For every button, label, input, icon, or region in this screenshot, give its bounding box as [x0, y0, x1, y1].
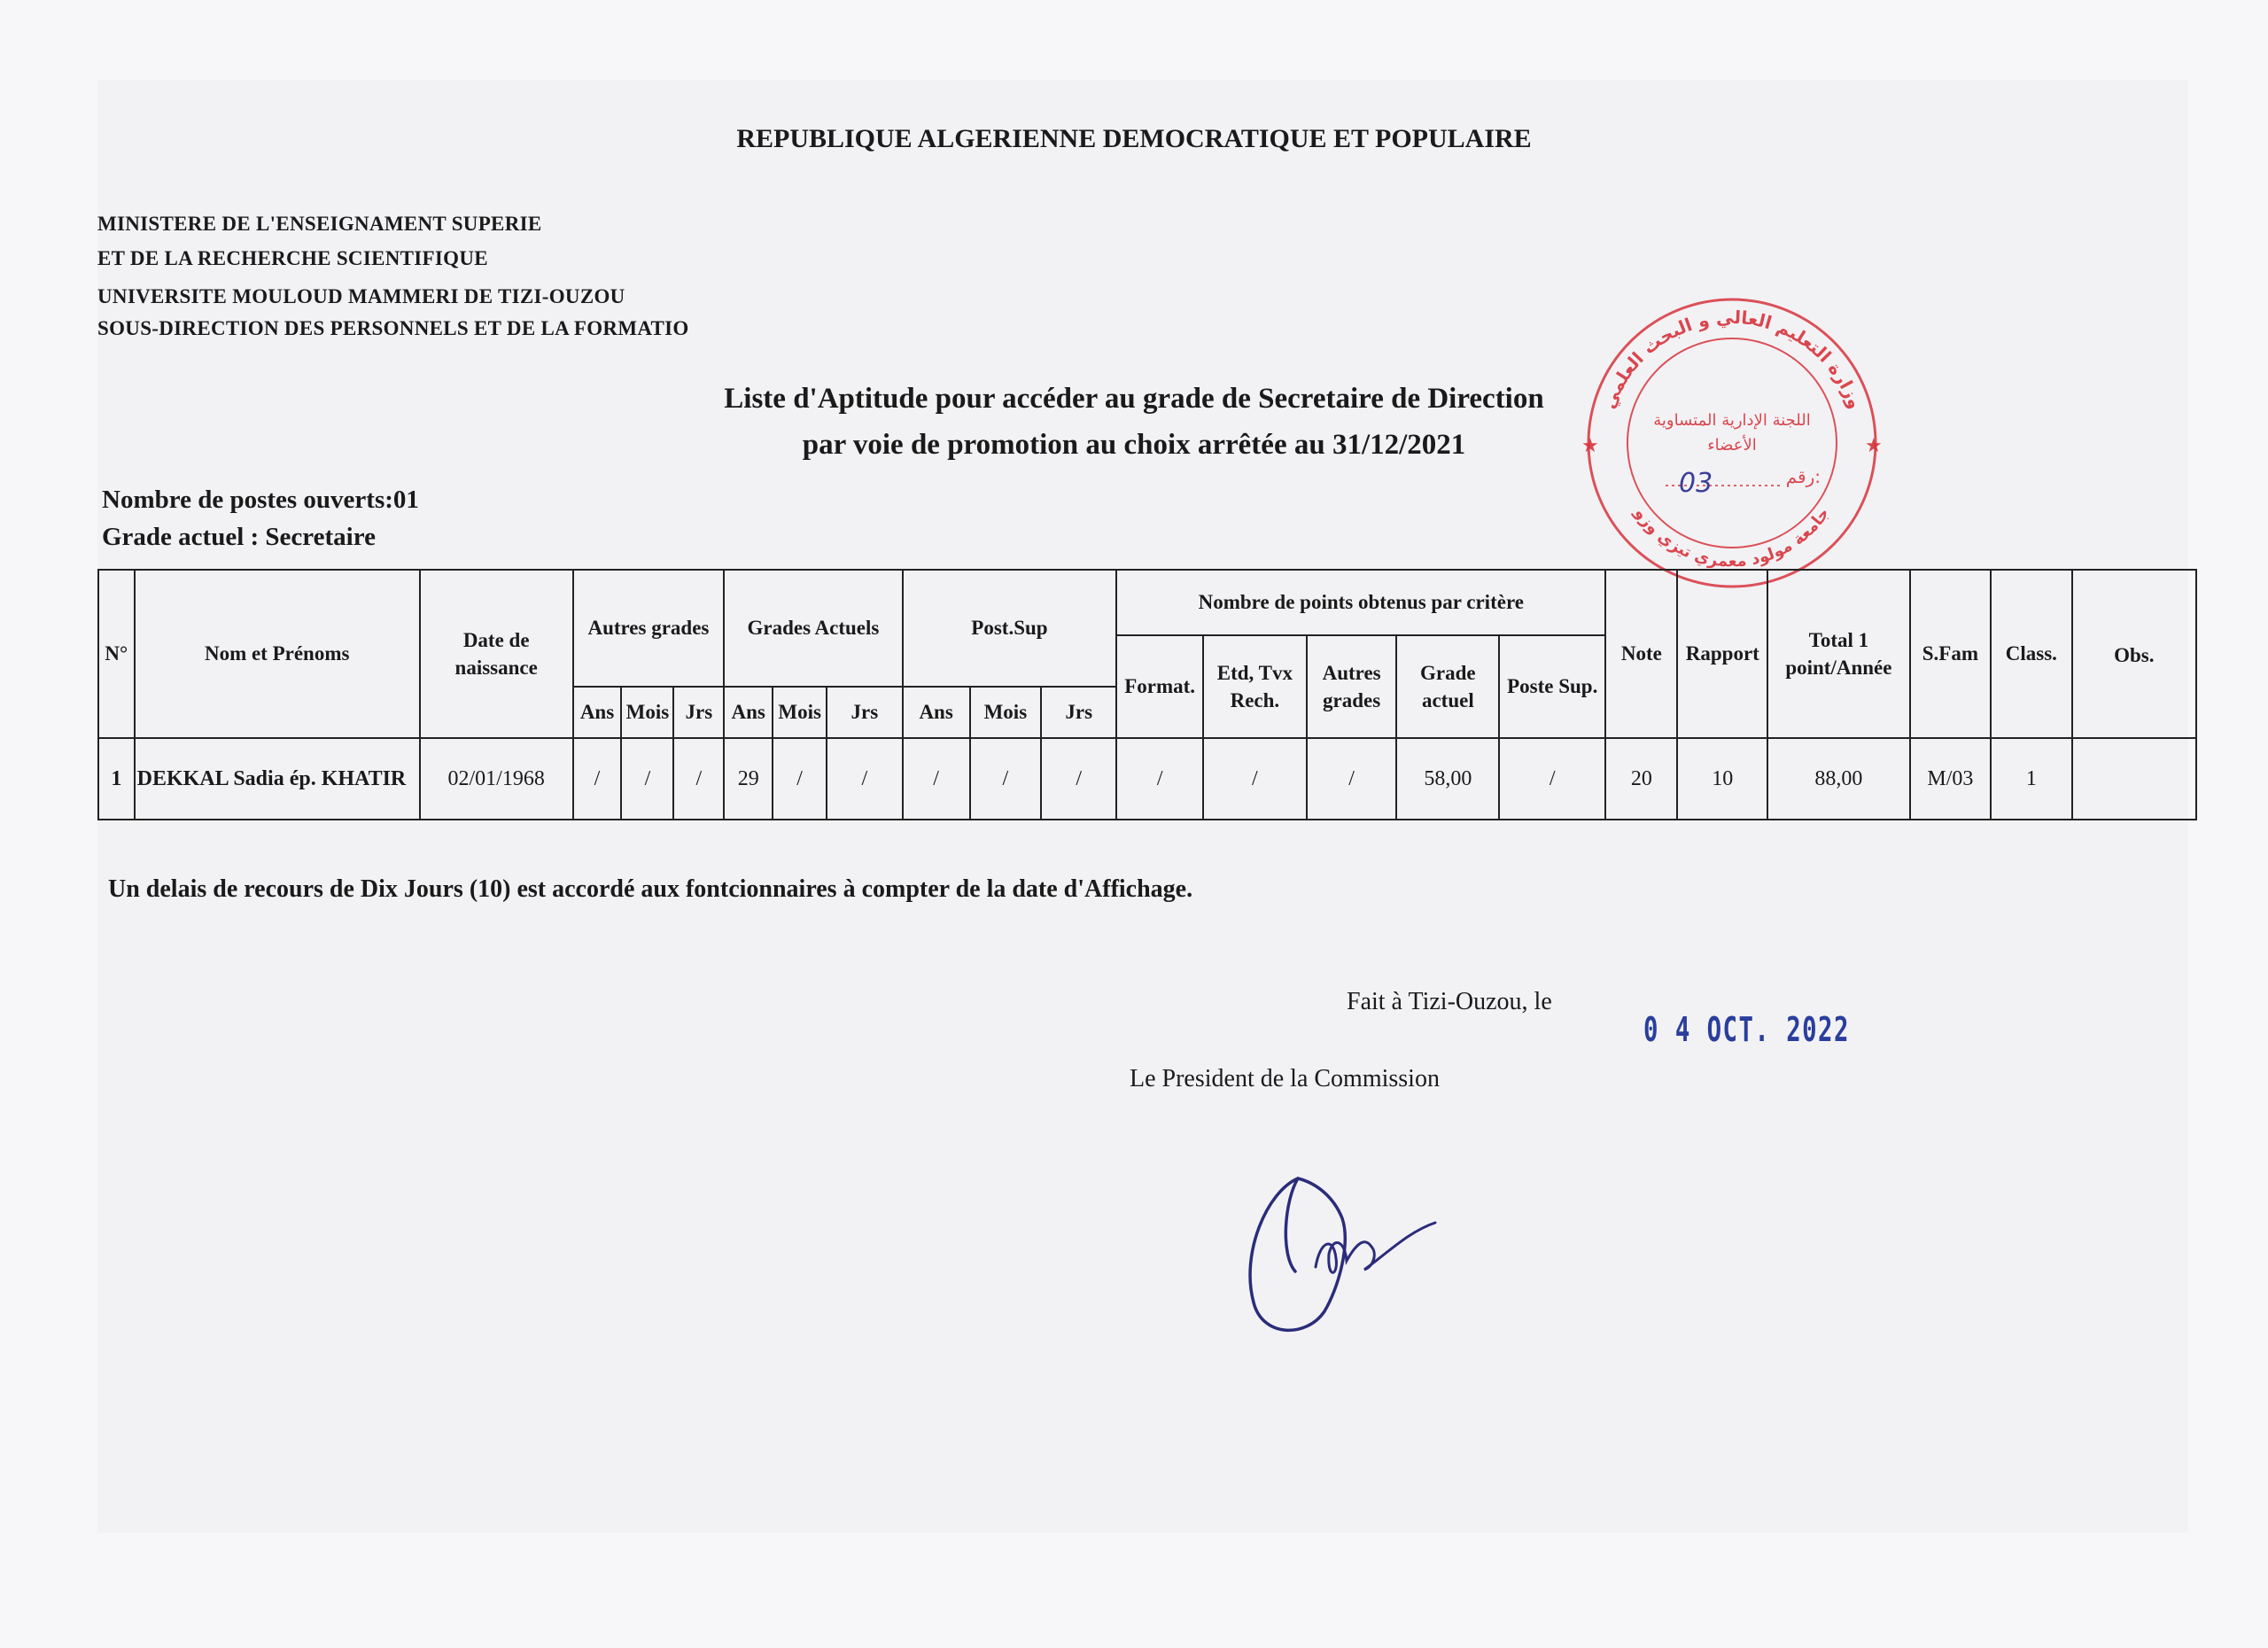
cell-ga-mois: /	[773, 738, 827, 820]
header-ga-mois: Mois	[773, 687, 827, 738]
header-crit-poste: Poste Sup.	[1499, 635, 1605, 738]
cell-crit-autres: /	[1307, 738, 1397, 820]
cell-crit-grade: 58,00	[1396, 738, 1499, 820]
header-etd: Etd, Tvx Rech.	[1203, 635, 1307, 738]
header-class: Class.	[1991, 570, 2071, 738]
stamp-inner-line-1: اللجنة الإدارية المتساوية	[1653, 411, 1811, 430]
header-ag-jrs: Jrs	[673, 687, 724, 738]
stamp-number-label: رقم:	[1785, 466, 1821, 487]
stamp-bottom-text: جامعة مولود معمري تيزي وزو	[1630, 504, 1834, 571]
handwritten-signature	[1231, 1147, 1462, 1351]
open-posts-info: Nombre de postes ouverts:01	[102, 486, 419, 514]
cell-ag-mois: /	[621, 738, 673, 820]
header-crit-autres: Autres grades	[1307, 635, 1397, 738]
header-ps-jrs: Jrs	[1041, 687, 1116, 738]
header-ag-ans: Ans	[573, 687, 622, 738]
header-note: Note	[1605, 570, 1677, 738]
stamp-star-left: ★	[1581, 435, 1599, 457]
header-ga-ans: Ans	[724, 687, 773, 738]
cell-format: /	[1116, 738, 1203, 820]
header-crit-grade: Grade actuel	[1396, 635, 1499, 738]
president-line: Le President de la Commission	[1130, 1065, 1440, 1092]
list-title-line-1: Liste d'Aptitude pour accéder au grade de Secretaire de Direction	[724, 383, 1544, 415]
cell-total: 88,00	[1767, 738, 1910, 820]
signature-loop	[1250, 1178, 1345, 1330]
cell-sfam: M/03	[1910, 738, 1991, 820]
cell-ps-ans: /	[903, 738, 970, 820]
aptitude-table	[97, 569, 2197, 820]
current-grade-info: Grade actuel : Secretaire	[102, 523, 376, 551]
cell-rapport: 10	[1677, 738, 1767, 820]
header-num: N°	[98, 570, 135, 738]
cell-birth: 02/01/1968	[420, 738, 573, 820]
header-ga-jrs: Jrs	[827, 687, 902, 738]
cell-obs	[2072, 738, 2196, 820]
cell-ga-jrs: /	[827, 738, 902, 820]
cell-class: 1	[1991, 738, 2071, 820]
stamp-inner-line-2: الأعضاء	[1707, 436, 1757, 455]
cell-name: DEKKAL Sadia ép. KHATIR	[135, 738, 420, 820]
stamp-outer-text: وزارة التعليم العالي و البحث العلمي	[1597, 306, 1867, 412]
header-format: Format.	[1116, 635, 1203, 738]
header-ps-mois: Mois	[970, 687, 1041, 738]
official-stamp	[1568, 292, 1896, 594]
university-line: UNIVERSITE MOULOUD MAMMERI DE TIZI-OUZOU	[97, 285, 625, 307]
header-obs: Obs.	[2072, 570, 2196, 738]
header-name: Nom et Prénoms	[135, 570, 420, 738]
cell-note: 20	[1605, 738, 1677, 820]
sub-direction-line: SOUS-DIRECTION DES PERSONNELS ET DE LA FORMATIO	[97, 317, 689, 339]
cell-ps-mois: /	[970, 738, 1041, 820]
cell-ag-jrs: /	[673, 738, 724, 820]
stamp-handwritten-number: 03	[1679, 468, 1713, 499]
header-birth: Date de naissance	[420, 570, 573, 738]
list-title-line-2: par voie de promotion au choix arrêtée au 31/12/2021	[802, 429, 1466, 461]
ministry-line-1: MINISTERE DE L'ENSEIGNAMENT SUPERIE	[97, 213, 542, 235]
cell-ga-ans: 29	[724, 738, 773, 820]
header-autres-grades: Autres grades	[573, 570, 725, 687]
cell-ag-ans: /	[573, 738, 622, 820]
header-points-criteria: Nombre de points obtenus par critère	[1116, 570, 1605, 635]
appeal-delay-notice: Un delais de recours de Dix Jours (10) est accordé aux fontcionnaires à compter de la date d'Affichage.	[108, 875, 1193, 903]
header-rapport: Rapport	[1677, 570, 1767, 738]
cell-ps-jrs: /	[1041, 738, 1116, 820]
header-grades-actuels: Grades Actuels	[724, 570, 902, 687]
cell-num: 1	[98, 738, 135, 820]
table-row	[98, 738, 2196, 820]
header-ag-mois: Mois	[621, 687, 673, 738]
cell-crit-poste: /	[1499, 738, 1605, 820]
header-total: Total 1 point/Année	[1767, 570, 1910, 738]
signature-flourish	[1316, 1223, 1435, 1272]
header-sfam: S.Fam	[1910, 570, 1991, 738]
header-post-sup: Post.Sup	[903, 570, 1117, 687]
ministry-line-2: ET DE LA RECHERCHE SCIENTIFIQUE	[97, 247, 488, 269]
stamp-star-right: ★	[1865, 435, 1883, 457]
header-ps-ans: Ans	[903, 687, 970, 738]
place-line: Fait à Tizi-Ouzou, le	[1347, 988, 1552, 1015]
cell-etd: /	[1203, 738, 1307, 820]
date-stamp: 0 4 OCT. 2022	[1643, 1010, 1850, 1049]
republic-heading: REPUBLIQUE ALGERIENNE DEMOCRATIQUE ET POPULAIRE	[736, 124, 1532, 153]
